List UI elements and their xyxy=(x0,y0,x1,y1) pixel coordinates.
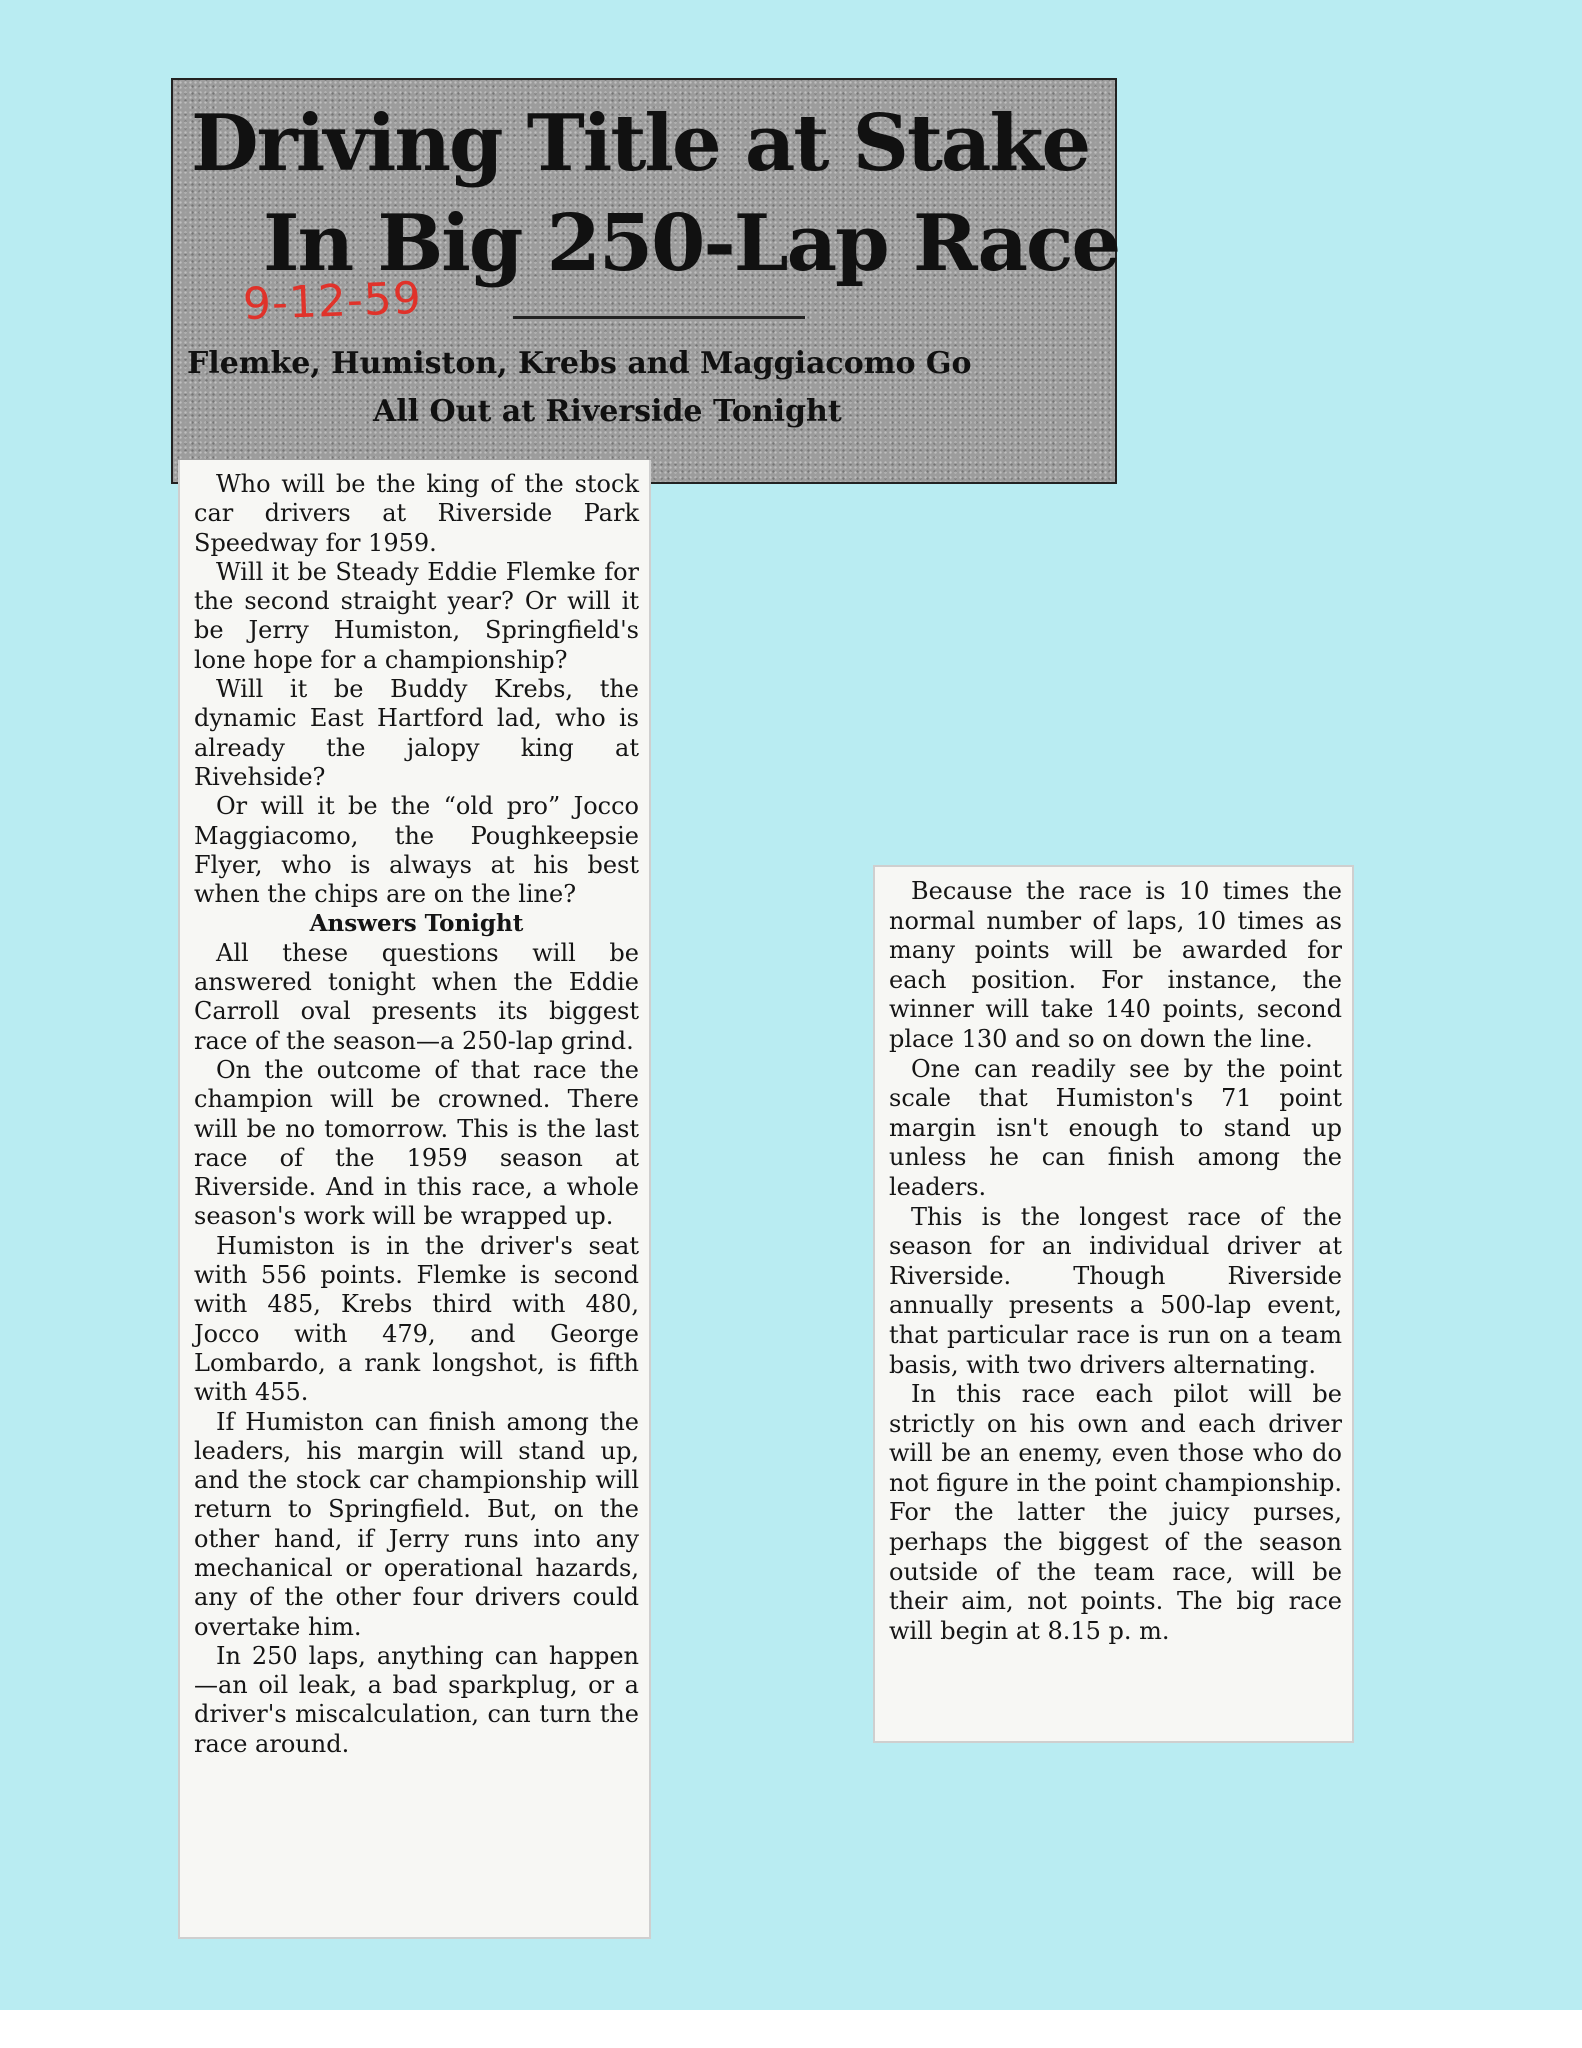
article-paragraph: Because the race is 10 times the normal number of laps, 10 times as many points will be awarded for each position. For instance, the winner will take 140 points, second place 130 and so on down the line. xyxy=(889,877,1342,1053)
section-subheading: Answers Tonight xyxy=(309,910,524,938)
headline-line-1: Driving Title at Stake xyxy=(191,98,1090,189)
article-paragraph: Who will be the king of the stock car drivers at Riverside Park Speedway for 1959. xyxy=(194,470,639,557)
headline-line-2: In Big 250-Lap Race xyxy=(263,198,1120,289)
article-paragraph: Will it be Buddy Krebs, the dynamic East Hartford lad, who is already the jalopy king at Rivehside? xyxy=(194,675,639,791)
left-column-text xyxy=(194,470,639,1759)
article-paragraph: Will it be Steady Eddie Flemke for the second straight year? Or will it be Jerry Humiston, Springfield's lone hope for a championship? xyxy=(194,557,639,674)
article-paragraph: On the outcome of that race the champion will be crowned. There will be no tomorrow. This is the last race of the 1959 season at Riverside. And in this race, a whole season's work will be wrapped up. xyxy=(194,1055,639,1231)
article-paragraph: In this race each pilot will be strictly on his own and each driver will be an enemy, even those who do not figure in the point championship. For the latter the juicy purses, perhaps the biggest of the season outside of the team race, will be their aim, not points. The big race will begin at 8.15 p. m. xyxy=(889,1380,1342,1645)
subhead-line-1: Flemke, Humiston, Krebs and Maggiacomo Go xyxy=(187,346,972,381)
article-paragraph: If Humiston can finish among the leaders, his margin will stand up, and the stock car championship will return to Springfield. But, on the other hand, if Jerry runs into any mechanical or operational hazards, any of the other four drivers could overtake him. xyxy=(194,1407,639,1641)
article-paragraph: This is the longest race of the season for an individual driver at Riverside. Though Riverside annually presents a 500-lap event, that particular race is run on a team basis, with two drivers alternating. xyxy=(889,1202,1342,1379)
article-paragraph: Humiston is in the driver's seat with 556 points. Flemke is second with 485, Krebs third with 480, Jocco with 479, and George Lombardo, a rank longshot, is fifth with 455. xyxy=(194,1231,639,1407)
page-bottom-edge xyxy=(0,2010,1582,2048)
right-column-text xyxy=(889,877,1342,1646)
subhead-line-2: All Out at Riverside Tonight xyxy=(373,394,842,429)
article-paragraph: In 250 laps, anything can happen—an oil leak, a bad sparkplug, or a driver's miscalculation, can turn the race around. xyxy=(194,1641,639,1758)
left-column-clipping xyxy=(178,460,651,1939)
article-paragraph: One can readily see by the point scale that Humiston's 71 point margin isn't enough to stand up unless he can finish among the leaders. xyxy=(889,1054,1342,1201)
headline-rule xyxy=(513,316,805,319)
article-paragraph: All these questions will be answered tonight when the Eddie Carroll oval presents its biggest race of the season—a 250-lap grind. xyxy=(194,938,639,1055)
handwritten-date: 9-12-59 xyxy=(242,272,423,331)
article-paragraph: Or will it be the “old pro” Jocco Maggiacomo, the Poughkeepsie Flyer, who is always at his best when the chips are on the line? xyxy=(194,792,639,909)
headline-block xyxy=(171,78,1120,484)
right-column-clipping xyxy=(873,865,1354,1743)
